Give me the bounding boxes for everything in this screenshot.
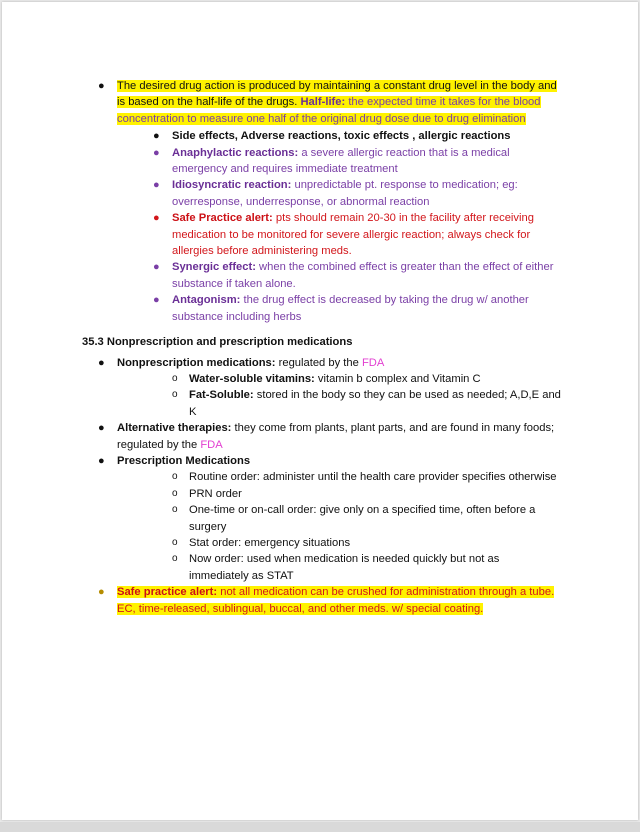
item-text: pts should remain 20-30 in the facility after receiving medication to be monitored for severe allergic reaction; always check for allergies before administering meds. [172,212,534,258]
item-term: Nonprescription medications: [117,356,276,369]
list-item-safe-practice-alert [117,210,562,259]
item-text: the drug effect is decreased by taking the drug w/ another substance including herbs [172,294,529,323]
circle-bullet-icon: o [172,487,178,499]
list-item-side-effects-heading [117,128,562,144]
list-item-drug-action [82,78,562,325]
list-item-synergic [117,259,562,292]
item-term: Idiosyncratic reaction: [172,179,292,192]
item-text: vitamin b complex and Vitamin C [314,372,481,385]
order-text: Now order: used when medication is needed quickly but not as immediately as STAT [189,553,500,582]
circle-bullet-icon: o [172,471,178,483]
bullet-icon: ● [153,146,160,159]
fda-text: FDA [200,438,223,451]
order-text: PRN order [189,487,242,500]
list-item-nonprescription [82,355,562,421]
list-item-safe-practice-alert [82,584,562,617]
alert-text: not all medication can be crushed for administration through a tube. EC, time-released, sublingual, buccal, and other meds. w/ special coating. [117,586,555,615]
page-gap [0,822,640,832]
list-item-anaphylactic [117,145,562,178]
item-term: Water-soluble vitamins: [189,372,315,385]
section-heading: 35.3 Nonprescription and prescription medications [82,336,353,349]
item-term: Synergic effect: [172,261,256,274]
list-item-order [117,535,562,551]
list-item-water-soluble [117,371,562,387]
item-text: a severe allergic reaction that is a medical emergency and requires immediate treatment [172,146,510,176]
item-term: Prescription Medications [117,454,251,467]
list-item-order [117,469,562,485]
circle-bullet-icon: o [172,536,178,548]
item-term: Antagonism: [172,294,241,307]
item-text: when the combined effect is greater than the effect of either substance if taken alone. [172,261,554,290]
list-item-idiosyncratic [117,177,562,210]
list-section-b [82,355,562,618]
bullet-icon: ● [153,179,160,192]
order-text: Routine order: administer until the health care provider specifies otherwise [189,471,557,484]
bullet-icon: ● [153,294,160,307]
bullet-icon: ● [153,130,160,143]
list-item-alternative [82,420,562,453]
bullet-icon: ● [98,454,105,467]
bullet-icon: ● [153,212,160,225]
bullet-icon: ● [98,422,105,435]
item-term: Alternative therapies: [117,422,232,435]
item-term: Anaphylactic reactions: [172,146,299,159]
order-text: One-time or on-call order: give only on a specified time, often before a surgery [189,504,536,533]
alert-term: Safe practice alert: [117,586,218,599]
circle-bullet-icon: o [172,372,178,384]
order-text: Stat order: emergency situations [189,536,351,549]
list-order-types [117,469,562,584]
list-item-order [117,551,562,584]
item-term: Safe Practice alert: [172,212,273,225]
list-vitamins [117,371,562,420]
item-term: Fat-Soluble: [189,389,254,402]
page-content [82,78,562,617]
intro-paragraph [117,80,557,125]
list-side-effects [117,128,562,325]
list-item-order [117,486,562,502]
half-life-text: the expected time it takes for the blood concentration to measure one half of the original drug dose due to drug elimination [117,96,541,125]
bullet-icon: ● [98,356,105,369]
half-life-term: Half-life: [300,96,346,109]
intro-text: The desired drug action is produced by maintaining a constant drug level in the body and is based on the half-life of the drugs. [117,80,557,109]
bullet-icon: ● [98,80,105,92]
circle-bullet-icon: o [172,389,178,401]
alert-paragraph [117,586,554,614]
circle-bullet-icon: o [172,504,178,516]
item-text: they come from plants, plant parts, and are found in many foods; regulated by the [117,422,555,451]
list-item-order [117,502,562,535]
fda-text: FDA [361,356,385,369]
side-effects-heading: Side effects, Adverse reactions, toxic effects , allergic reactions [172,130,511,143]
item-text: unpredictable pt. response to medication; eg: overresponse, underresponse, or abnormal reaction [172,179,518,208]
list-item-prescription [82,453,562,584]
list-section-a [82,78,562,325]
item-text: stored in the body so they can be used as needed; A,D,E and K [189,389,561,418]
bullet-icon: ● [153,261,160,274]
list-item-fat-soluble [117,387,562,420]
document-page [2,2,638,820]
circle-bullet-icon: o [172,553,178,565]
bullet-icon: ● [98,586,105,599]
list-item-antagonism [117,292,562,325]
item-text: regulated by the [275,356,362,369]
